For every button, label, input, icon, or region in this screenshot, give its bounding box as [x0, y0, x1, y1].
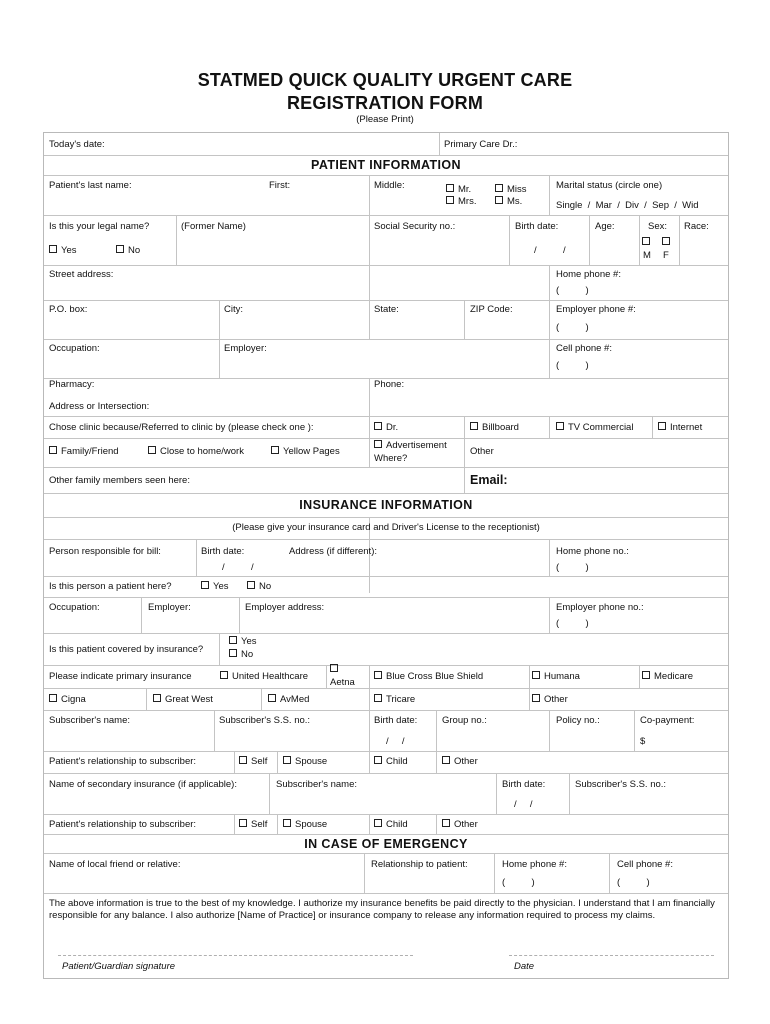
checkbox-icon — [658, 422, 666, 430]
ins-medicare-checkbox[interactable]: Medicare — [642, 671, 693, 683]
subscriber-ss-label: Subscriber's S.S. no.: — [219, 715, 311, 726]
subscriber-birth-date-label: Birth date: — [374, 715, 418, 726]
checkbox-icon — [268, 694, 276, 702]
covered-label: Is this patient covered by insurance? — [49, 644, 204, 655]
ins-tricare-checkbox[interactable]: Tricare — [374, 694, 415, 706]
authorization-statement: The above information is true to the best of my knowledge. I authorize my insurance benefits be paid directly to the physician. I understand that I am financially responsible for any balance. I also authorize [Name of Practice] or insurance company to release any information required to process my claims. — [49, 898, 715, 921]
race-label: Race: — [684, 221, 709, 232]
checkbox-icon — [239, 819, 247, 827]
relationship-label-2: Patient's relationship to subscriber: — [49, 819, 197, 830]
email-label: Email: — [470, 473, 508, 487]
is-patient-label: Is this person a patient here? — [49, 581, 172, 592]
form-title-line2: REGISTRATION FORM — [286, 93, 484, 113]
secondary-subscriber-name-label: Subscriber's name: — [276, 779, 358, 790]
ssn-label: Social Security no.: — [374, 221, 456, 232]
rel2-self-checkbox[interactable]: Self — [239, 819, 267, 831]
signature-label: Patient/Guardian signature — [62, 961, 176, 972]
group-no-label: Group no.: — [442, 715, 487, 726]
employer-phone-label: Employer phone #: — [556, 304, 636, 315]
street-address-label: Street address: — [49, 269, 114, 280]
checkbox-icon — [662, 237, 670, 245]
relationship-label: Patient's relationship to subscriber: — [49, 756, 197, 767]
date-label: Date — [514, 961, 535, 972]
responsible-address-label: Address (if different): — [289, 546, 378, 557]
ins-occupation-label: Occupation: — [49, 602, 100, 613]
checkbox-icon — [49, 245, 57, 253]
state-label: State: — [374, 304, 399, 315]
checkbox-icon — [239, 756, 247, 764]
rel2-spouse-checkbox[interactable]: Spouse — [283, 819, 327, 831]
emergency-relationship-label: Relationship to patient: — [371, 859, 468, 870]
copayment-dollar: $ — [640, 736, 646, 747]
please-print-note: (Please Print) — [356, 114, 414, 125]
ins-employer-phone-label: Employer phone no.: — [556, 602, 644, 613]
referral-close-home-checkbox[interactable]: Close to home/work — [148, 446, 244, 458]
covered-no-checkbox[interactable]: No — [229, 649, 253, 661]
checkbox-icon — [374, 756, 382, 764]
ins-employer-address-label: Employer address: — [245, 602, 325, 613]
emergency-header: IN CASE OF EMERGENCY — [304, 837, 468, 851]
title-ms-checkbox[interactable]: Ms. — [495, 196, 522, 208]
covered-yes-checkbox[interactable]: Yes — [229, 636, 257, 648]
subscriber-birth-slashes: / / — [386, 736, 405, 747]
sex-f-label: F — [663, 250, 669, 261]
address-intersection-label: Address or Intersection: — [49, 401, 150, 412]
former-name-label: (Former Name) — [181, 221, 246, 232]
ins-aetna-checkbox[interactable] — [330, 664, 342, 676]
advertisement-where-label: Where? — [374, 453, 408, 464]
legal-name-label: Is this your legal name? — [49, 221, 150, 232]
patient-info-header: PATIENT INFORMATION — [311, 158, 461, 172]
checkbox-icon — [532, 671, 540, 679]
form-title-line1: STATMED QUICK QUALITY URGENT CARE — [197, 70, 573, 90]
checkbox-icon — [495, 196, 503, 204]
secondary-subscriber-ss-label: Subscriber's S.S. no.: — [575, 779, 667, 790]
checkbox-icon — [330, 664, 338, 672]
pharmacy-phone-label: Phone: — [374, 379, 405, 390]
responsible-birth-date-label: Birth date: — [201, 546, 245, 557]
first-name-label: First: — [269, 180, 291, 191]
city-label: City: — [224, 304, 243, 315]
ins-humana-checkbox[interactable]: Humana — [532, 671, 580, 683]
checkbox-icon — [49, 694, 57, 702]
checkbox-icon — [642, 671, 650, 679]
is-patient-yes-checkbox[interactable]: Yes — [201, 581, 229, 593]
checkbox-icon — [153, 694, 161, 702]
last-name-label: Patient's last name: — [49, 180, 132, 191]
is-patient-no-checkbox[interactable]: No — [247, 581, 271, 593]
ins-cigna-checkbox[interactable]: Cigna — [49, 694, 86, 706]
checkbox-icon — [374, 422, 382, 430]
checkbox-icon — [201, 581, 209, 589]
checkbox-icon — [374, 819, 382, 827]
cell-phone-label: Cell phone #: — [556, 343, 612, 354]
checkbox-icon — [148, 446, 156, 454]
rel-child-checkbox[interactable]: Child — [374, 756, 408, 768]
emergency-home-phone-paren: ( ) — [502, 877, 535, 888]
ins-aetna-label: Aetna — [330, 677, 355, 688]
zip-label: ZIP Code: — [470, 304, 513, 315]
checkbox-icon — [442, 756, 450, 764]
emergency-home-phone-label: Home phone #: — [502, 859, 567, 870]
signature-line[interactable] — [58, 955, 413, 956]
referral-other-label: Other — [470, 446, 494, 457]
responsible-home-phone-label: Home phone no.: — [556, 546, 629, 557]
sex-m-checkbox[interactable] — [642, 237, 654, 249]
referral-label: Chose clinic because/Referred to clinic by (please check one ): — [49, 422, 314, 433]
ins-other-checkbox[interactable]: Other — [532, 694, 568, 706]
marital-status-label: Marital status (circle one) — [556, 180, 663, 191]
legal-name-no-checkbox[interactable]: No — [116, 245, 140, 257]
po-box-label: P.O. box: — [49, 304, 88, 315]
checkbox-icon — [283, 756, 291, 764]
insurance-info-header: INSURANCE INFORMATION — [299, 498, 473, 512]
age-label: Age: — [595, 221, 615, 232]
home-phone-label: Home phone #: — [556, 269, 621, 280]
checkbox-icon — [495, 184, 503, 192]
checkbox-icon — [116, 245, 124, 253]
referral-internet-checkbox[interactable]: Internet — [658, 422, 702, 434]
checkbox-icon — [470, 422, 478, 430]
emergency-cell-phone-label: Cell phone #: — [617, 859, 673, 870]
rel-spouse-checkbox[interactable]: Spouse — [283, 756, 327, 768]
secondary-birth-slashes: / / — [514, 799, 533, 810]
ins-employer-label: Employer: — [148, 602, 191, 613]
checkbox-icon — [49, 446, 57, 454]
title-mr-checkbox[interactable]: Mr. — [446, 184, 471, 196]
ins-united-checkbox[interactable]: United Healthcare — [220, 671, 308, 683]
checkbox-icon — [229, 636, 237, 644]
ins-great-west-checkbox[interactable]: Great West — [153, 694, 213, 706]
rel2-child-checkbox[interactable]: Child — [374, 819, 408, 831]
ins-employer-phone-paren: ( ) — [556, 618, 589, 629]
rel-self-checkbox[interactable]: Self — [239, 756, 267, 768]
checkbox-icon — [374, 440, 382, 448]
subscriber-name-label: Subscriber's name: — [49, 715, 131, 726]
secondary-insurance-label: Name of secondary insurance (if applicable): — [49, 779, 237, 790]
emergency-friend-label: Name of local friend or relative: — [49, 859, 181, 870]
checkbox-icon — [247, 581, 255, 589]
referral-yellow-pages-checkbox[interactable]: Yellow Pages — [271, 446, 340, 458]
copayment-label: Co-payment: — [640, 715, 695, 726]
referral-dr-checkbox[interactable]: Dr. — [374, 422, 398, 434]
responsible-label: Person responsible for bill: — [49, 546, 161, 557]
checkbox-icon — [271, 446, 279, 454]
responsible-birth-slashes: / / — [222, 562, 254, 573]
ins-avmed-checkbox[interactable]: AvMed — [268, 694, 309, 706]
primary-insurance-label: Please indicate primary insurance — [49, 671, 192, 682]
legal-name-yes-checkbox[interactable]: Yes — [49, 245, 77, 257]
employer-phone-paren: ( ) — [556, 322, 589, 333]
occupation-label: Occupation: — [49, 343, 100, 354]
checkbox-icon — [374, 694, 382, 702]
primary-care-dr-label: Primary Care Dr.: — [444, 139, 518, 150]
sex-f-checkbox[interactable] — [662, 237, 674, 249]
sex-m-label: M — [643, 250, 651, 261]
referral-billboard-checkbox[interactable]: Billboard — [470, 422, 519, 434]
birth-date-label: Birth date: — [515, 221, 559, 232]
employer-label: Employer: — [224, 343, 267, 354]
checkbox-icon — [374, 671, 382, 679]
referral-advertisement-checkbox[interactable]: Advertisement — [374, 440, 447, 452]
checkbox-icon — [532, 694, 540, 702]
cell-phone-paren: ( ) — [556, 360, 589, 371]
checkbox-icon — [642, 237, 650, 245]
checkbox-icon — [446, 196, 454, 204]
policy-no-label: Policy no.: — [556, 715, 600, 726]
family-members-label: Other family members seen here: — [49, 475, 190, 486]
middle-name-label: Middle: — [374, 180, 405, 191]
checkbox-icon — [442, 819, 450, 827]
referral-family-checkbox[interactable]: Family/Friend — [49, 446, 119, 458]
sex-label: Sex: — [648, 221, 668, 232]
checkbox-icon — [229, 649, 237, 657]
insurance-card-note: (Please give your insurance card and Driver's License to the receptionist) — [232, 522, 540, 533]
title-mrs-checkbox[interactable]: Mrs. — [446, 196, 476, 208]
date-line[interactable] — [509, 955, 714, 956]
checkbox-icon — [446, 184, 454, 192]
pharmacy-label: Pharmacy: — [49, 379, 95, 390]
referral-tv-checkbox[interactable]: TV Commercial — [556, 422, 633, 434]
checkbox-icon — [220, 671, 228, 679]
rel2-other-checkbox[interactable]: Other — [442, 819, 478, 831]
secondary-birth-date-label: Birth date: — [502, 779, 546, 790]
checkbox-icon — [556, 422, 564, 430]
ins-bcbs-checkbox[interactable]: Blue Cross Blue Shield — [374, 671, 483, 683]
emergency-cell-phone-paren: ( ) — [617, 877, 650, 888]
registration-form — [43, 132, 729, 979]
rel-other-checkbox[interactable]: Other — [442, 756, 478, 768]
home-phone-paren: ( ) — [556, 285, 589, 296]
checkbox-icon — [283, 819, 291, 827]
marital-status-options[interactable]: Single / Mar / Div / Sep / Wid — [556, 200, 699, 211]
todays-date-label: Today's date: — [49, 139, 105, 150]
birth-date-slashes: / / — [534, 245, 566, 256]
responsible-home-phone-paren: ( ) — [556, 562, 589, 573]
title-miss-checkbox[interactable]: Miss — [495, 184, 527, 196]
